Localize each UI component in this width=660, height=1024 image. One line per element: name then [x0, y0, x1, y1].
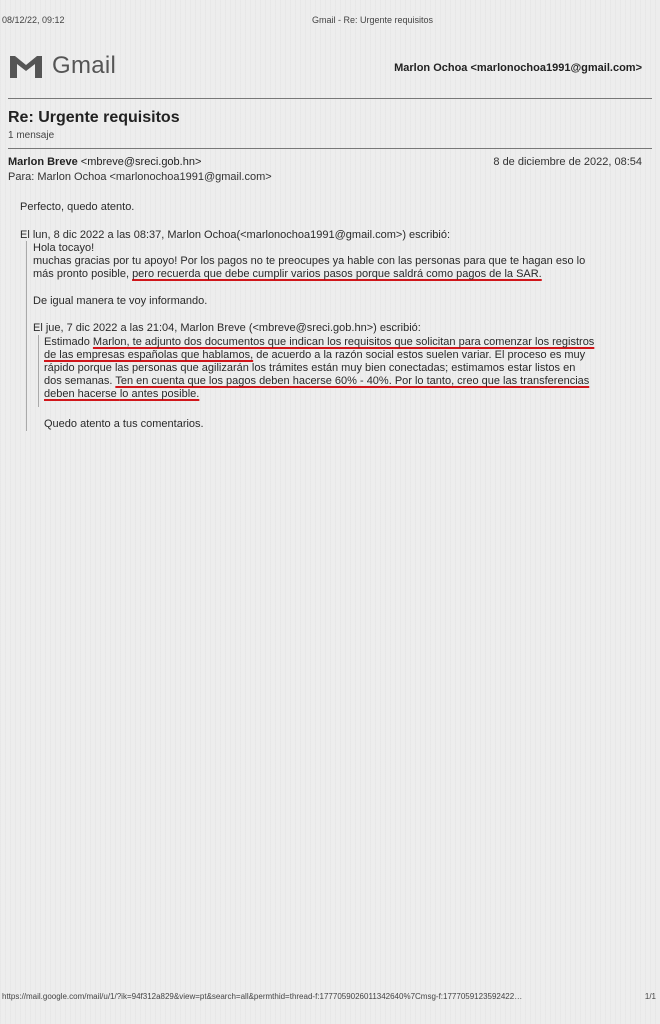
quote2-line — [44, 349, 654, 362]
quote2-text: dos semanas. — [44, 375, 116, 387]
sender-name: Marlon Breve — [8, 156, 78, 168]
quote1-underlined: pero recuerda que debe cumplir varios pasos porque saldrá como pagos de la SAR. — [132, 268, 542, 280]
quote1-body — [33, 242, 653, 281]
quote2-body — [44, 336, 654, 401]
quote2-line — [44, 375, 654, 388]
thread-subject: Re: Urgente requisitos — [8, 109, 180, 126]
header-divider — [8, 98, 652, 99]
message-sender — [8, 156, 201, 168]
print-title: Gmail - Re: Urgente requisitos — [312, 15, 434, 25]
quote2-bar — [38, 335, 39, 407]
quote2-text: Estimado — [44, 336, 93, 348]
quote2-line — [44, 336, 654, 349]
print-date: 08/12/22, 09:12 — [2, 15, 65, 25]
message-recipient: Para: Marlon Ochoa <marlonochoa1991@gmail.com> — [8, 171, 272, 183]
quote2-line: rápido porque las personas que agilizarán los trámites están muy bien conectadas; estimamos estar listos en — [44, 362, 576, 374]
quote2-header: El jue, 7 dic 2022 a las 21:04, Marlon Breve (<mbreve@sreci.gob.hn>) escribió: — [33, 322, 421, 334]
quote1-line — [33, 268, 653, 281]
gmail-logo — [8, 52, 116, 80]
message-date: 8 de diciembre de 2022, 08:54 — [493, 156, 642, 168]
quote2-line — [44, 388, 654, 401]
quote1-text: más pronto posible, — [33, 268, 133, 280]
quote1-header: El lun, 8 dic 2022 a las 08:37, Marlon Ochoa(<marlonochoa1991@gmail.com>) escribió: — [20, 229, 451, 241]
gmail-wordmark: Gmail — [52, 52, 117, 79]
quote2-closing: Quedo atento a tus comentarios. — [44, 418, 204, 430]
quote2-underlined: de las empresas españolas que hablamos, — [44, 349, 254, 361]
quote2-underlined: Marlon, te adjunto dos documentos que indican los requisitos que solicitan para comenzar los registros — [92, 336, 595, 348]
message-count: 1 mensaje — [8, 130, 55, 141]
quote2-underlined: Ten en cuenta que los pagos deben hacerse 60% - 40%. Por lo tanto, creo que las transferencias — [115, 375, 590, 387]
account-label: Marlon Ochoa <marlonochoa1991@gmail.com> — [394, 62, 642, 74]
thread-divider — [8, 148, 652, 149]
quote2-text: de acuerdo a la razón social estos suelen variar. El proceso es muy — [253, 349, 586, 361]
sender-email: <mbreve@sreci.gob.hn> — [80, 156, 202, 168]
footer-page-number: 1/1 — [644, 992, 656, 1001]
quote1-bar — [26, 241, 27, 431]
quote2-underlined: deben hacerse — [44, 388, 120, 400]
quote1-info: De igual manera te voy informando. — [33, 295, 208, 307]
quote2-underlined: lo antes posible. — [119, 388, 200, 400]
quote1-line: muchas gracias por tu apoyo! Por los pagos no te preocupes ya hable con las personas para que te hagan eso lo — [33, 255, 586, 267]
footer-url: https://mail.google.com/mail/u/1/?ik=94f312a829&view=pt&search=all&permthid=thread-f:1777059026011342640%7Cmsg-f:1777059123592422… — [2, 992, 523, 1001]
message-body: Perfecto, quedo atento. — [20, 201, 135, 213]
quote1-greeting: Hola tocayo! — [33, 242, 95, 254]
gmail-envelope-icon — [8, 52, 44, 80]
